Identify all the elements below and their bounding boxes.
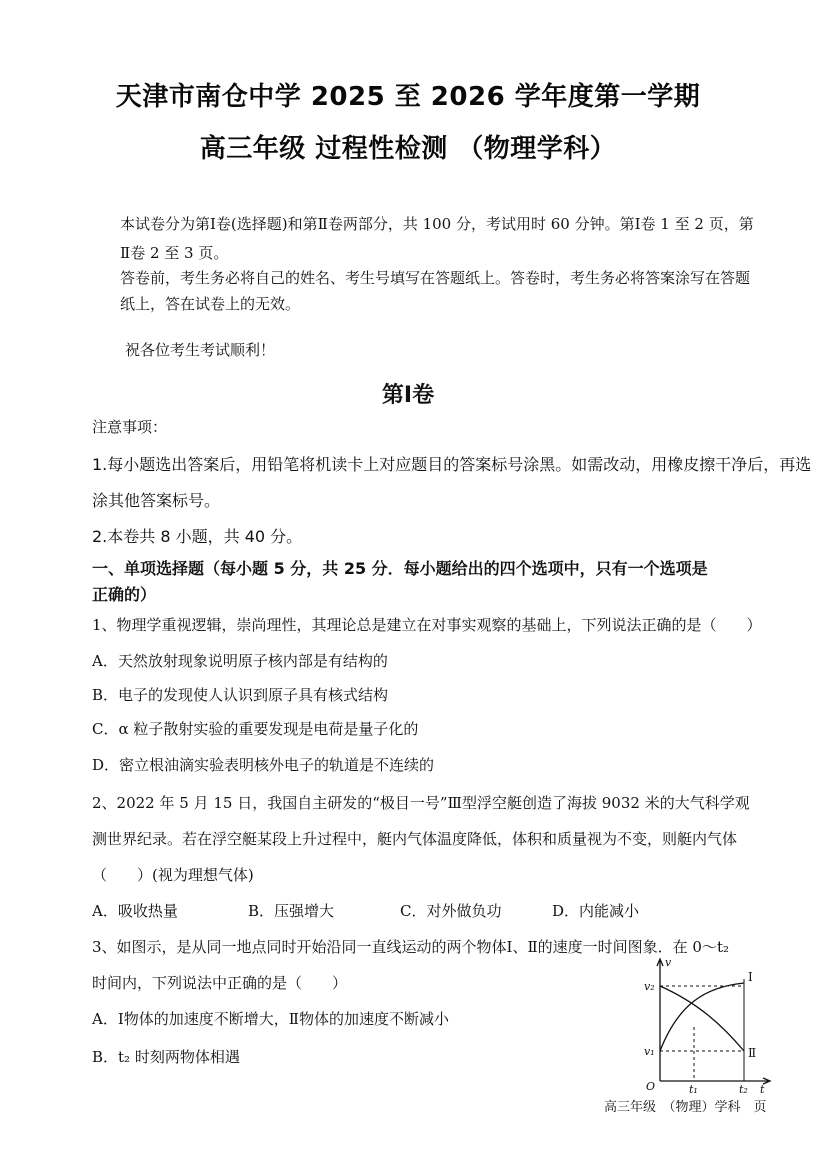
graph-axis-v-label: v	[665, 956, 672, 969]
intro-line4: 纸上，答在试卷上的无效。	[120, 295, 301, 313]
q1-stem: 1、物理学重视逻辑，崇尚理性，其理论总是建立在对事实观察的基础上，下列说法正确的是（ ）	[92, 616, 762, 634]
graph-v1-label: v₁	[644, 1045, 655, 1058]
graph-curve-1-label: Ⅰ	[748, 970, 753, 984]
exam-title-line2: 高三年级 过程性检测 （物理学科）	[199, 134, 617, 164]
good-luck-text: 祝各位考生考试顺利！	[125, 341, 276, 359]
q2-option-c: C．对外做负功	[400, 902, 502, 920]
q2-stem-line2: 测世界纪录。若在浮空艇某段上升过程中，艇内气体温度降低，体积和质量视为不变，则艇内气体	[92, 830, 738, 848]
q3-stem-line2: 时间内，下列说法中正确的是（ ）	[92, 974, 348, 992]
note-item-2: 2.本卷共 8 小题，共 40 分。	[92, 527, 303, 546]
graph-curve-1	[660, 983, 744, 1051]
intro-line1: 本试卷分为第Ⅰ卷(选择题)和第Ⅱ卷两部分，共 100 分，考试用时 60 分钟。第Ⅰ卷 1 至 2 页，第	[120, 215, 754, 233]
velocity-time-graph	[642, 955, 772, 1095]
q2-stem-line3: （ ）(视为理想气体)	[92, 866, 254, 884]
volume-title: 第Ⅰ卷	[381, 383, 435, 408]
section-heading: 一、单项选择题（每小题 5 分，共 25 分．每小题给出的四个选项中，只有一个选项是	[92, 559, 708, 578]
q1-option-a: A．天然放射现象说明原子核内部是有结构的	[92, 652, 388, 670]
q3-option-b: B．t₂ 时刻两物体相遇	[92, 1048, 240, 1066]
note-item-1-cont: 涂其他答案标号。	[92, 491, 221, 510]
q2-option-a: A．吸收热量	[92, 902, 178, 920]
graph-curve-2-label: Ⅱ	[748, 1046, 757, 1060]
q1-option-d: D．密立根油滴实验表明核外电子的轨道是不连续的	[92, 756, 435, 774]
q3-stem-line1: 3、如图示，是从同一地点同时开始沿同一直线运动的两个物体Ⅰ、Ⅱ的速度一时间图象．在 0～t₂	[92, 938, 730, 956]
q2-option-d: D．内能减小	[552, 902, 640, 920]
intro-line3: 答卷前，考生务必将自己的姓名、考生号填写在答题纸上。答卷时，考生务必将答案涂写在答题	[120, 269, 751, 287]
q2-stem-line1: 2、2022 年 5 月 15 日，我国自主研发的“极目一号”Ⅲ型浮空艇创造了海拔 9032 米的大气科学观	[92, 794, 750, 812]
section-heading-cont: 正确的）	[92, 585, 157, 604]
q2-option-b: B．压强增大	[248, 902, 335, 920]
intro-line2: Ⅱ卷 2 至 3 页。	[120, 244, 229, 262]
graph-t1-label: t₁	[689, 1083, 698, 1095]
note-item-1: 1.每小题选出答案后，用铅笔将机读卡上对应题目的答案标号涂黑。如需改动，用橡皮擦干净后，再选	[92, 455, 812, 474]
graph-v2-label: v₂	[644, 980, 655, 993]
q1-option-b: B．电子的发现使人认识到原子具有核式结构	[92, 686, 389, 704]
q1-option-c: C．α 粒子散射实验的重要发现是电荷是量子化的	[92, 720, 419, 738]
graph-t2-label: t₂	[739, 1083, 748, 1095]
graph-axis-t-label: t	[760, 1083, 765, 1095]
exam-title-line1: 天津市南仓中学 2025 至 2026 学年度第一学期	[115, 82, 701, 112]
graph-origin-label: O	[646, 1080, 656, 1093]
notes-heading: 注意事项：	[92, 418, 168, 436]
q3-option-a: A．Ⅰ物体的加速度不断增大，Ⅱ物体的加速度不断减小	[92, 1010, 449, 1028]
page-footer: 高三年级 （物理）学科 页	[604, 1100, 767, 1115]
